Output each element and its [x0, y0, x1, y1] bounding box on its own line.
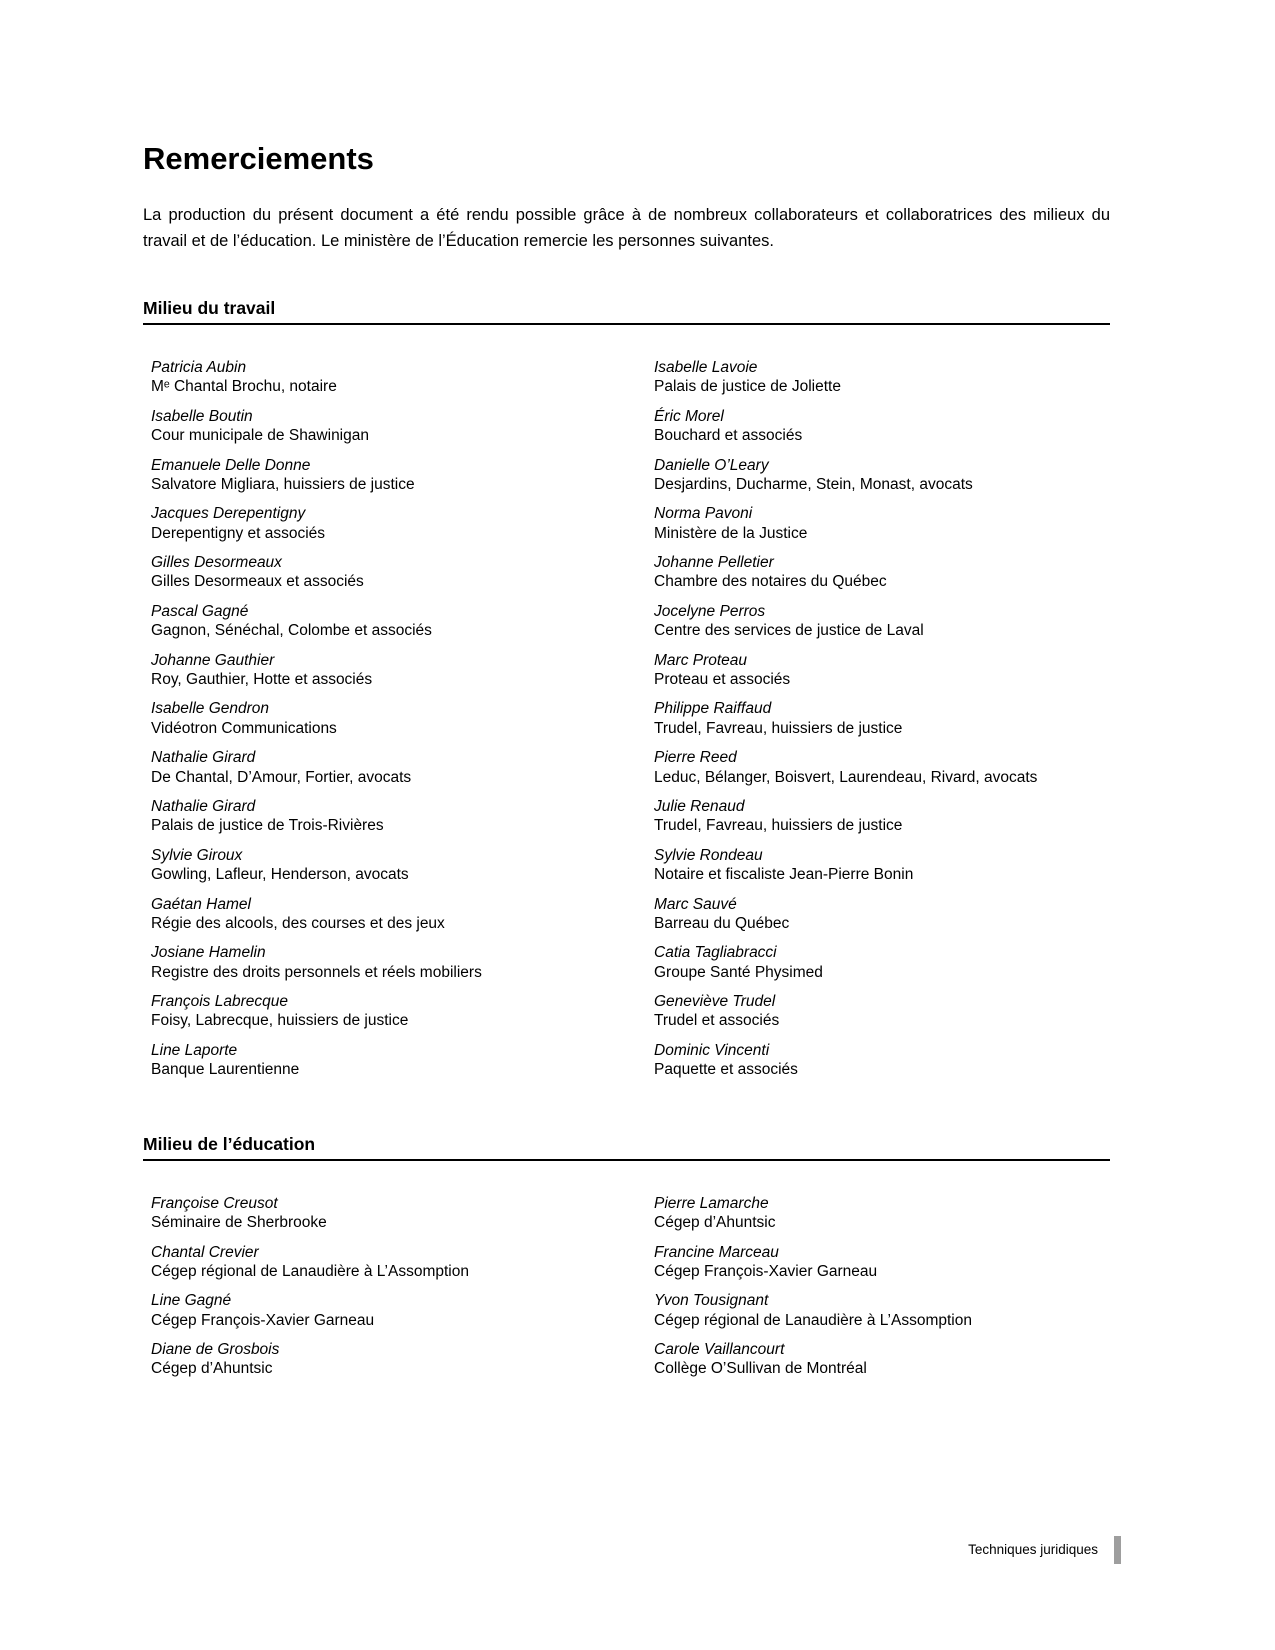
person-name: Line Gagné [151, 1292, 232, 1310]
section-milieu-de-l-education [143, 1134, 1110, 1389]
person-name: Pierre Lamarche [654, 1194, 769, 1212]
person-affiliation: Mᵉ Chantal Brochu, notaire [151, 378, 337, 396]
person-name: Emanuele Delle Donne [151, 456, 311, 474]
person-name: Nathalie Girard [151, 798, 256, 816]
person-affiliation: Cégep François-Xavier Garneau [151, 1311, 375, 1329]
person-affiliation: Proteau et associés [654, 670, 791, 688]
person-affiliation: Leduc, Bélanger, Boisvert, Laurendeau, Rivard, avocats [654, 768, 1038, 786]
person-name: Gaétan Hamel [151, 895, 251, 913]
person-name: Chantal Crevier [151, 1243, 259, 1261]
person-entry [654, 651, 1110, 690]
person-affiliation: Foisy, Labrecque, huissiers de justice [151, 1012, 409, 1030]
person-entry [654, 992, 1110, 1031]
person-entry [151, 553, 654, 592]
page-title: Remerciements [143, 141, 374, 176]
person-name: Johanne Pelletier [654, 554, 774, 572]
person-affiliation: Palais de justice de Trois-Rivières [151, 817, 384, 835]
person-name: Françoise Creusot [151, 1194, 278, 1212]
person-entry [654, 602, 1110, 641]
person-affiliation: Trudel, Favreau, huissiers de justice [654, 817, 903, 835]
person-affiliation: Desjardins, Ducharme, Stein, Monast, avocats [654, 475, 973, 493]
person-entry [151, 1041, 654, 1080]
entries-column-right [654, 358, 1110, 1090]
person-entry [654, 456, 1110, 495]
person-name: Pascal Gagné [151, 602, 249, 620]
person-affiliation: Séminaire de Sherbrooke [151, 1214, 327, 1232]
person-name: Marc Sauvé [654, 895, 737, 913]
person-name: Patricia Aubin [151, 359, 247, 376]
person-name: François Labrecque [151, 993, 288, 1011]
person-entry [151, 699, 654, 738]
person-affiliation: Cour municipale de Shawinigan [151, 427, 369, 445]
person-entry [654, 699, 1110, 738]
person-name: Catia Tagliabracci [654, 944, 777, 962]
person-entry [654, 504, 1110, 543]
person-affiliation: Banque Laurentienne [151, 1061, 300, 1079]
person-affiliation: Notaire et fiscaliste Jean-Pierre Bonin [654, 866, 914, 884]
person-entry [151, 358, 654, 397]
person-name: Johanne Gauthier [151, 651, 275, 669]
person-affiliation: Vidéotron Communications [151, 719, 337, 737]
person-affiliation: Chambre des notaires du Québec [654, 573, 887, 591]
person-name: Gilles Desormeaux [151, 554, 282, 572]
person-name: Julie Renaud [654, 798, 745, 816]
person-affiliation: Centre des services de justice de Laval [654, 622, 924, 640]
intro-paragraph: La production du présent document a été rendu possible grâce à de nombreux collaborateurs et collaboratrices des milieux du travail et de l’éducation. Le ministère de l’Éducation remercie les personnes suivantes. [143, 206, 1110, 250]
footer-bar [1114, 1536, 1121, 1564]
person-affiliation: Gagnon, Sénéchal, Colombe et associés [151, 622, 432, 640]
person-entry [654, 358, 1110, 397]
person-entry [654, 1340, 1110, 1379]
person-entry [151, 407, 654, 446]
person-affiliation: Cégep régional de Lanaudière à L’Assomption [151, 1262, 469, 1280]
person-entry [654, 797, 1110, 836]
person-affiliation: Gowling, Lafleur, Henderson, avocats [151, 866, 409, 884]
person-affiliation: Cégep régional de Lanaudière à L’Assomption [654, 1311, 972, 1329]
person-entry [654, 1243, 1110, 1282]
person-entry [151, 895, 654, 934]
person-name: Isabelle Boutin [151, 407, 253, 425]
person-affiliation: Paquette et associés [654, 1061, 798, 1079]
person-entry [654, 407, 1110, 446]
person-name: Norma Pavoni [654, 505, 753, 523]
person-affiliation: Ministère de la Justice [654, 524, 808, 542]
section-heading: Milieu du travail [143, 298, 1110, 325]
person-affiliation: Trudel et associés [654, 1012, 780, 1030]
person-affiliation: Roy, Gauthier, Hotte et associés [151, 670, 373, 688]
person-affiliation: Collège O’Sullivan de Montréal [654, 1360, 867, 1378]
person-entry [654, 943, 1110, 982]
person-affiliation: De Chantal, D’Amour, Fortier, avocats [151, 768, 412, 786]
person-name: Line Laporte [151, 1041, 238, 1059]
person-entry [151, 504, 654, 543]
person-name: Danielle O’Leary [654, 456, 769, 474]
entries-column-left [151, 358, 654, 1090]
person-name: Nathalie Girard [151, 749, 256, 767]
person-affiliation: Cégep François-Xavier Garneau [654, 1262, 878, 1280]
person-affiliation: Cégep d’Ahuntsic [151, 1360, 273, 1378]
person-entry [654, 748, 1110, 787]
person-name: Geneviève Trudel [654, 993, 776, 1011]
sections [143, 298, 1110, 1389]
person-entry [151, 1243, 654, 1282]
person-entry [654, 1194, 1110, 1233]
person-entry [654, 846, 1110, 885]
person-name: Jacques Derepentigny [151, 505, 306, 523]
person-name: Pierre Reed [654, 749, 737, 767]
person-entry [654, 553, 1110, 592]
person-entry [151, 846, 654, 885]
person-entry [151, 797, 654, 836]
person-name: Diane de Grosbois [151, 1341, 280, 1359]
person-entry [151, 1194, 654, 1233]
person-affiliation: Registre des droits personnels et réels mobiliers [151, 963, 482, 981]
person-entry [151, 602, 654, 641]
person-affiliation: Salvatore Migliara, huissiers de justice [151, 475, 415, 493]
person-entry [151, 651, 654, 690]
footer-section-label: Techniques juridiques [968, 1542, 1098, 1557]
person-affiliation: Gilles Desormeaux et associés [151, 573, 364, 591]
person-entry [654, 1041, 1110, 1080]
person-entry [151, 943, 654, 982]
page-footer [968, 1536, 1121, 1564]
section-heading: Milieu de l’éducation [143, 1134, 1110, 1161]
person-entry [151, 748, 654, 787]
person-name: Sylvie Giroux [151, 846, 243, 864]
entries-grid [143, 1194, 1110, 1389]
person-name: Josiane Hamelin [151, 944, 266, 962]
person-affiliation: Régie des alcools, des courses et des jeux [151, 914, 445, 932]
person-name: Dominic Vincenti [654, 1041, 770, 1059]
person-name: Philippe Raiffaud [654, 700, 772, 718]
entries-column-left [151, 1194, 654, 1389]
entries-grid [143, 358, 1110, 1090]
entries-column-right [654, 1194, 1110, 1389]
person-affiliation: Derepentigny et associés [151, 524, 326, 542]
person-name: Carole Vaillancourt [654, 1341, 785, 1359]
person-entry [151, 456, 654, 495]
person-affiliation: Cégep d’Ahuntsic [654, 1214, 776, 1232]
person-entry [654, 895, 1110, 934]
person-name: Isabelle Gendron [151, 700, 270, 718]
person-entry [151, 1291, 654, 1330]
person-entry [151, 992, 654, 1031]
page-content [143, 0, 1110, 1389]
person-name: Yvon Tousignant [654, 1292, 769, 1310]
person-affiliation: Trudel, Favreau, huissiers de justice [654, 719, 903, 737]
person-affiliation: Barreau du Québec [654, 914, 790, 932]
person-affiliation: Bouchard et associés [654, 427, 803, 445]
person-name: Jocelyne Perros [654, 602, 766, 620]
person-entry [151, 1340, 654, 1379]
person-name: Sylvie Rondeau [654, 846, 763, 864]
person-name: Isabelle Lavoie [654, 359, 758, 376]
person-name: Éric Morel [654, 407, 724, 425]
section-milieu-du-travail [143, 298, 1110, 1090]
person-affiliation: Palais de justice de Joliette [654, 378, 841, 396]
person-affiliation: Groupe Santé Physimed [654, 963, 823, 981]
person-name: Francine Marceau [654, 1243, 779, 1261]
person-entry [654, 1291, 1110, 1330]
person-name: Marc Proteau [654, 651, 748, 669]
